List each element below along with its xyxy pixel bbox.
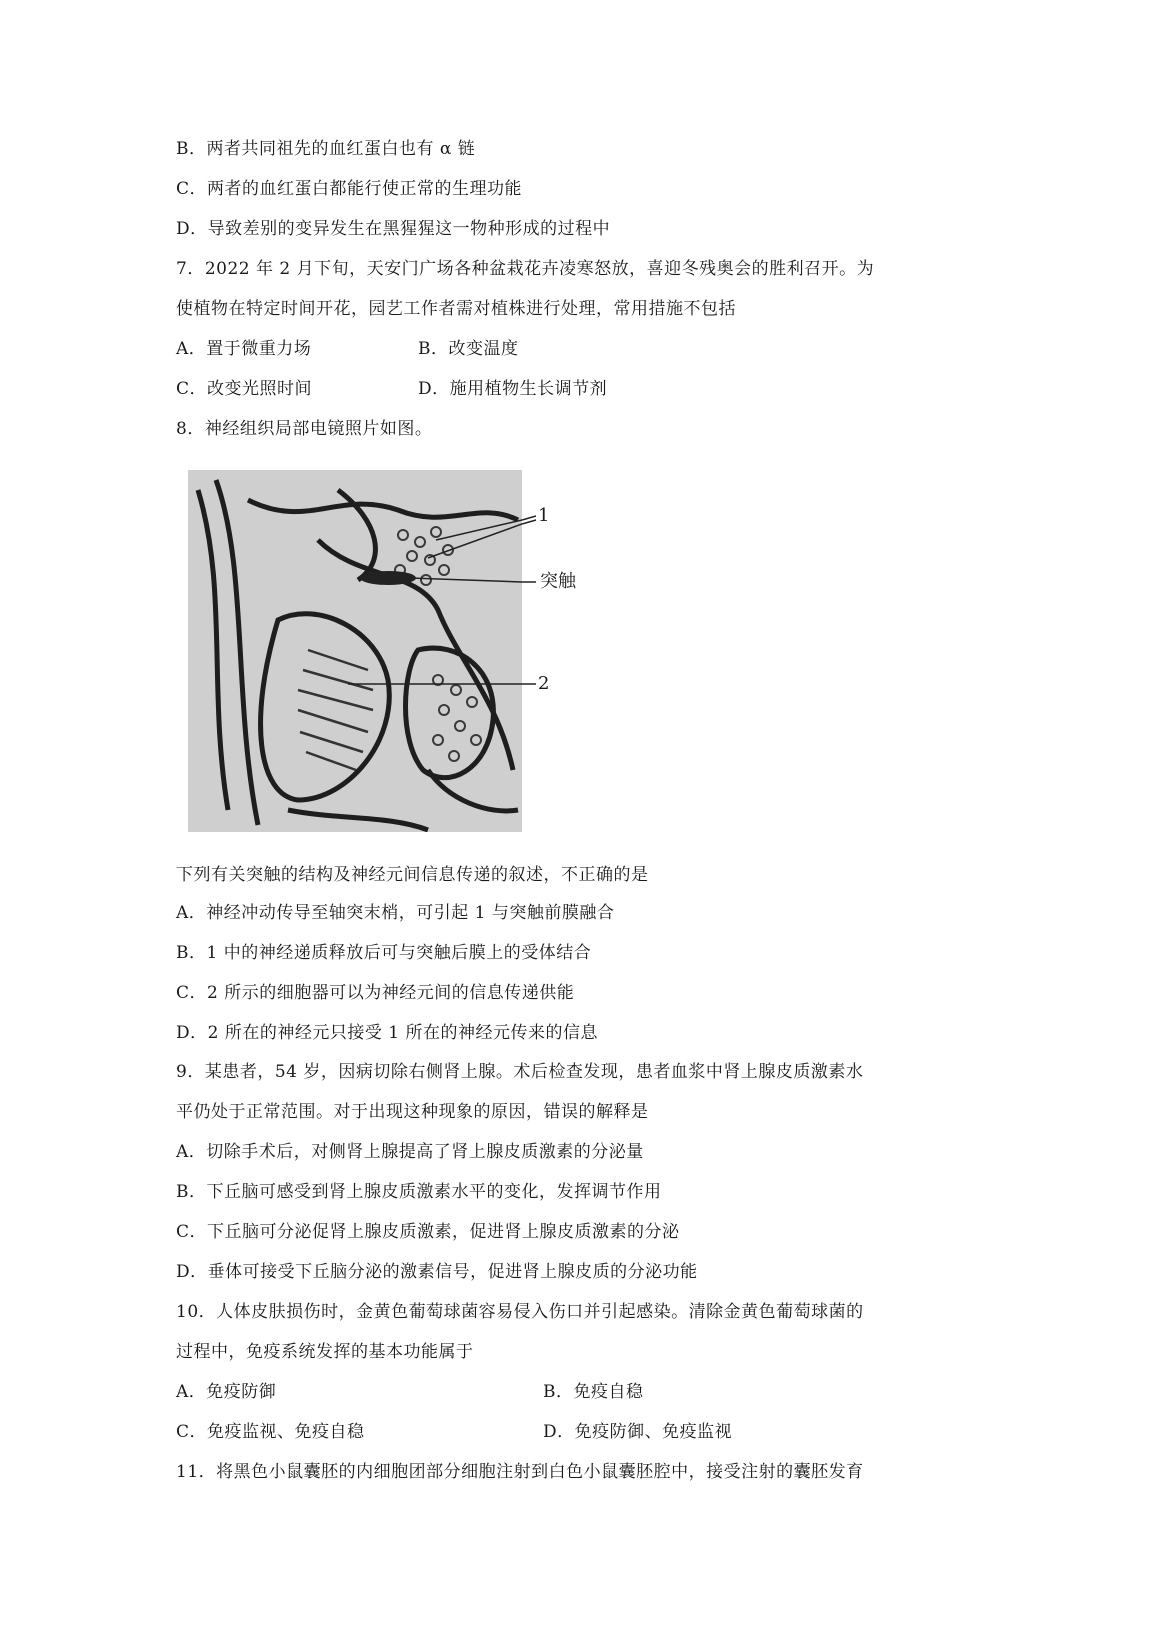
q8-option-a: A．神经冲动传导至轴突末梢，可引起 1 与突触前膜融合 [176, 903, 615, 923]
q8-stem: 8．神经组织局部电镜照片如图。 [176, 419, 433, 439]
figure-label-synapse: 突触 [540, 571, 576, 592]
q7-option-c: C．改变光照时间 [176, 379, 313, 399]
micrograph-image [188, 470, 522, 832]
q8-question: 下列有关突触的结构及神经元间信息传递的叙述，不正确的是 [176, 865, 649, 885]
q6-option-b: B．两者共同祖先的血红蛋白也有 α 链 [176, 139, 476, 159]
q9-option-d: D．垂体可接受下丘脑分泌的激素信号，促进肾上腺皮质的分泌功能 [176, 1262, 698, 1282]
q9-stem-line1: 9．某患者，54 岁，因病切除右侧肾上腺。术后检查发现，患者血浆中肾上腺皮质激素水 [176, 1062, 864, 1082]
q9-option-c: C．下丘脑可分泌促肾上腺皮质激素，促进肾上腺皮质激素的分泌 [176, 1222, 680, 1242]
q10-option-d: D．免疫防御、免疫监视 [543, 1422, 733, 1442]
q9-option-a: A．切除手术后，对侧肾上腺提高了肾上腺皮质激素的分泌量 [176, 1142, 644, 1162]
q8-option-c: C．2 所示的细胞器可以为神经元间的信息传递供能 [176, 983, 575, 1003]
q10-option-a: A．免疫防御 [176, 1382, 277, 1402]
q6-option-c: C．两者的血红蛋白都能行使正常的生理功能 [176, 179, 523, 199]
q6-option-d: D．导致差别的变异发生在黑猩猩这一物种形成的过程中 [176, 219, 611, 239]
q8-option-d: D．2 所在的神经元只接受 1 所在的神经元传来的信息 [176, 1023, 598, 1043]
figure-label-2: 2 [538, 673, 550, 694]
q10-option-b: B．免疫自稳 [543, 1382, 644, 1402]
q7-stem-line1: 7．2022 年 2 月下旬，天安门广场各种盆栽花卉凌寒怒放，喜迎冬残奥会的胜利召开。为 [176, 259, 875, 279]
q7-option-d: D．施用植物生长调节剂 [418, 379, 608, 399]
q10-stem-line1: 10．人体皮肤损伤时，金黄色葡萄球菌容易侵入伤口并引起感染。清除金黄色葡萄球菌的 [176, 1302, 864, 1322]
q7-option-b: B．改变温度 [418, 339, 519, 359]
q9-option-b: B．下丘脑可感受到肾上腺皮质激素水平的变化，发挥调节作用 [176, 1182, 662, 1202]
q11-stem-line1: 11．将黑色小鼠囊胚的内细胞团部分细胞注射到白色小鼠囊胚腔中，接受注射的囊胚发育 [176, 1462, 864, 1482]
q9-stem-line2: 平仍处于正常范围。对于出现这种现象的原因，错误的解释是 [176, 1102, 649, 1122]
q10-stem-line2: 过程中，免疫系统发挥的基本功能属于 [176, 1342, 474, 1362]
q7-option-a: A．置于微重力场 [176, 339, 312, 359]
q8-option-b: B．1 中的神经递质释放后可与突触后膜上的受体结合 [176, 943, 592, 963]
q7-stem-line2: 使植物在特定时间开花，园艺工作者需对植株进行处理，常用措施不包括 [176, 299, 736, 319]
q10-option-c: C．免疫监视、免疫自稳 [176, 1422, 365, 1442]
figure-label-1: 1 [538, 505, 550, 526]
electron-micrograph [188, 470, 522, 832]
